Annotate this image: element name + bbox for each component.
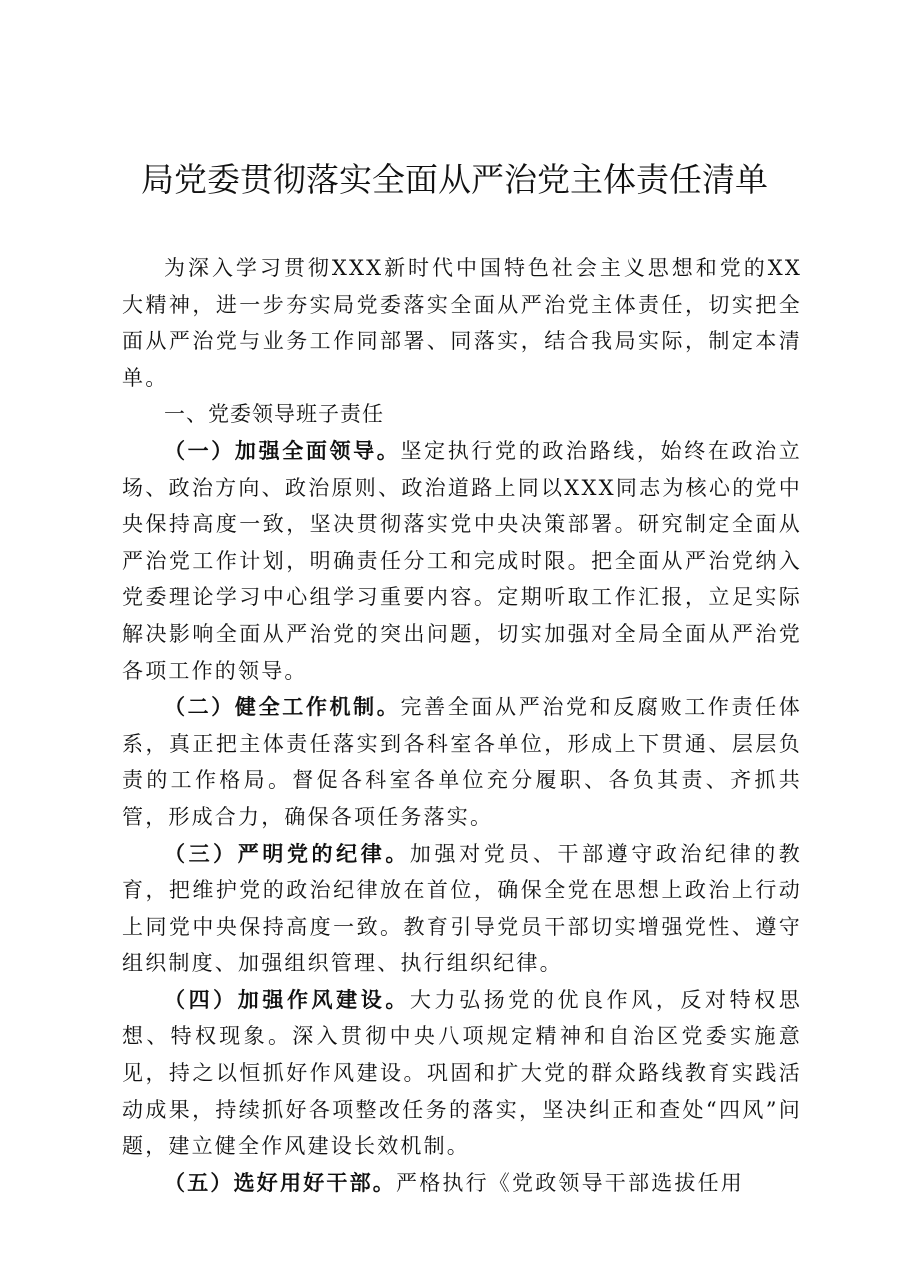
item-lead: （四）加强作风建设。 xyxy=(164,986,410,1012)
item-paragraph xyxy=(122,836,802,982)
section-heading: 一、党委领导班子责任 xyxy=(164,402,384,427)
item-text: 坚定执行党的政治路线，始终在政治立场、政治方向、政治原则、政治道路上同以XXX同志为核心的党中央保持高度一致，坚决贯彻落实党中央决策部署。研究制定全面从严治党工作计划，明确责任分工和完成时限。把全面从严治党纳入党委理论学习中心组学习重要内容。定期听取工作汇报，立足实际解决影响全面从严治党的突出问题，切实加强对全局全面从严治党各项工作的领导。 xyxy=(122,438,803,683)
item-paragraph xyxy=(122,689,802,835)
item-text: 大力弘扬党的优良作风，反对特权思想、特权现象。深入贯彻中央八项规定精神和自治区党委实施意见，持之以恒抓好作风建设。巩固和扩大党的群众路线教育实践活动成果，持续抓好各项整改任务的落实，坚决纠正和查处“四风”问题，建立健全作风建设长效机制。 xyxy=(122,987,802,1159)
page-title: 局党委贯彻落实全面从严治党主体责任清单 xyxy=(141,160,768,199)
item-paragraph xyxy=(122,433,802,689)
document-body xyxy=(122,250,802,1201)
item-text: 完善全面从严治党和反腐败工作责任体系，真正把主体责任落实到各科室各单位，形成上下贯通、层层负责的工作格局。督促各科室各单位充分履职、各负其责、齐抓共管，形成合力，确保各项任务落实。 xyxy=(122,695,803,829)
item-lead: （三）严明党的纪律。 xyxy=(164,840,410,866)
item-paragraph xyxy=(122,982,802,1165)
item-paragraph xyxy=(122,1165,802,1202)
intro-paragraph: 为深入学习贯彻XXX新时代中国特色社会主义思想和党的XX大精神，进一步夯实局党委落实全面从严治党主体责任，切实把全面从严治党与业务工作同部署、同落实，结合我局实际，制定本清单。 xyxy=(122,256,802,390)
item-lead: （一）加强全面领导。 xyxy=(164,437,401,463)
item-text: 加强对党员、干部遵守政治纪律的教育，把维护党的政治纪律放在首位，确保全党在思想上政治上行动上同党中央保持高度一致。教育引导党员干部切实增强党性、遵守组织制度、加强组织管理、执行组织纪律。 xyxy=(122,841,802,976)
item-lead: （五）选好用好干部。 xyxy=(164,1169,396,1195)
item-lead: （二）健全工作机制。 xyxy=(164,694,401,720)
item-text: 严格执行《党政领导干部选拔任用 xyxy=(396,1170,744,1195)
